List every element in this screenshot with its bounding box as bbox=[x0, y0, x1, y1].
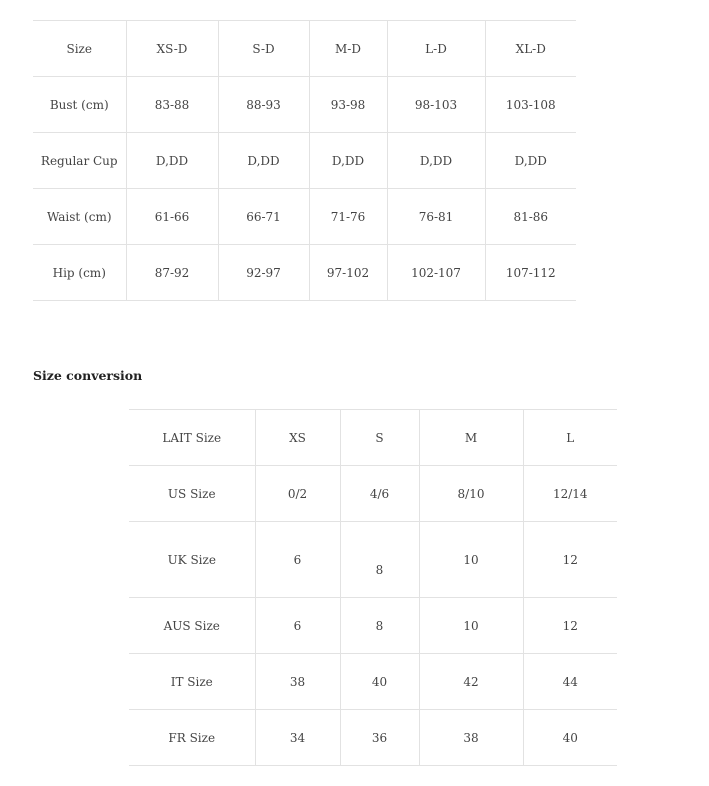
table-row bbox=[33, 133, 576, 189]
table-cell: 38 bbox=[419, 710, 523, 766]
table-cell: 10 bbox=[419, 598, 523, 654]
table-cell: 66-71 bbox=[218, 189, 309, 245]
table-cell: 61-66 bbox=[126, 189, 218, 245]
table-cell-value: 8 bbox=[375, 562, 384, 577]
table-cell: 8 bbox=[340, 598, 419, 654]
table-cell: 98-103 bbox=[387, 77, 485, 133]
table-cell: 92-97 bbox=[218, 245, 309, 301]
table-cell: 83-88 bbox=[126, 77, 218, 133]
row-label: Regular Cup bbox=[33, 133, 126, 189]
row-label: Hip (cm) bbox=[33, 245, 126, 301]
table-row bbox=[129, 598, 617, 654]
table-row bbox=[33, 77, 576, 133]
size-chart-header-cell: M-D bbox=[309, 21, 387, 77]
size-chart-header-row bbox=[33, 21, 576, 77]
table-cell: 40 bbox=[340, 654, 419, 710]
table-cell: 102-107 bbox=[387, 245, 485, 301]
table-cell: D,DD bbox=[387, 133, 485, 189]
table-cell: 36 bbox=[340, 710, 419, 766]
table-cell: 81-86 bbox=[485, 189, 576, 245]
size-chart-table bbox=[33, 20, 576, 301]
table-cell: 10 bbox=[419, 522, 523, 598]
row-label: US Size bbox=[129, 466, 255, 522]
table-cell: 34 bbox=[255, 710, 340, 766]
size-conversion-header-cell: S bbox=[340, 410, 419, 466]
table-cell bbox=[340, 522, 419, 598]
size-chart-header-cell: L-D bbox=[387, 21, 485, 77]
size-conversion-header-row bbox=[129, 410, 617, 466]
table-cell: D,DD bbox=[309, 133, 387, 189]
table-row bbox=[129, 654, 617, 710]
size-chart-header-cell: Size bbox=[33, 21, 126, 77]
size-conversion-header-cell: L bbox=[523, 410, 617, 466]
row-label: IT Size bbox=[129, 654, 255, 710]
size-chart-header-cell: XS-D bbox=[126, 21, 218, 77]
table-cell: 88-93 bbox=[218, 77, 309, 133]
table-cell: 12 bbox=[523, 522, 617, 598]
table-cell: 6 bbox=[255, 522, 340, 598]
table-cell: 107-112 bbox=[485, 245, 576, 301]
table-cell: 6 bbox=[255, 598, 340, 654]
table-row bbox=[33, 245, 576, 301]
table-cell: 103-108 bbox=[485, 77, 576, 133]
table-cell: 40 bbox=[523, 710, 617, 766]
table-row bbox=[129, 466, 617, 522]
table-cell: 76-81 bbox=[387, 189, 485, 245]
row-label: Waist (cm) bbox=[33, 189, 126, 245]
size-conversion-header-cell: M bbox=[419, 410, 523, 466]
size-conversion-header-cell: LAIT Size bbox=[129, 410, 255, 466]
row-label: AUS Size bbox=[129, 598, 255, 654]
table-cell: D,DD bbox=[126, 133, 218, 189]
row-label: Bust (cm) bbox=[33, 77, 126, 133]
table-row bbox=[33, 189, 576, 245]
table-cell: D,DD bbox=[485, 133, 576, 189]
size-conversion-header-cell: XS bbox=[255, 410, 340, 466]
table-cell: 12 bbox=[523, 598, 617, 654]
table-cell: 0/2 bbox=[255, 466, 340, 522]
table-cell: 42 bbox=[419, 654, 523, 710]
table-cell: 12/14 bbox=[523, 466, 617, 522]
table-cell: 93-98 bbox=[309, 77, 387, 133]
table-cell: 4/6 bbox=[340, 466, 419, 522]
table-cell: 38 bbox=[255, 654, 340, 710]
size-conversion-heading: Size conversion bbox=[33, 368, 143, 383]
table-row bbox=[129, 522, 617, 598]
row-label: FR Size bbox=[129, 710, 255, 766]
table-cell: 71-76 bbox=[309, 189, 387, 245]
table-row bbox=[129, 710, 617, 766]
table-cell: 87-92 bbox=[126, 245, 218, 301]
table-cell: 8/10 bbox=[419, 466, 523, 522]
size-chart-header-cell: XL-D bbox=[485, 21, 576, 77]
table-cell: 97-102 bbox=[309, 245, 387, 301]
size-chart-header-cell: S-D bbox=[218, 21, 309, 77]
table-cell: 44 bbox=[523, 654, 617, 710]
table-cell: D,DD bbox=[218, 133, 309, 189]
row-label: UK Size bbox=[129, 522, 255, 598]
size-conversion-table bbox=[129, 409, 617, 766]
